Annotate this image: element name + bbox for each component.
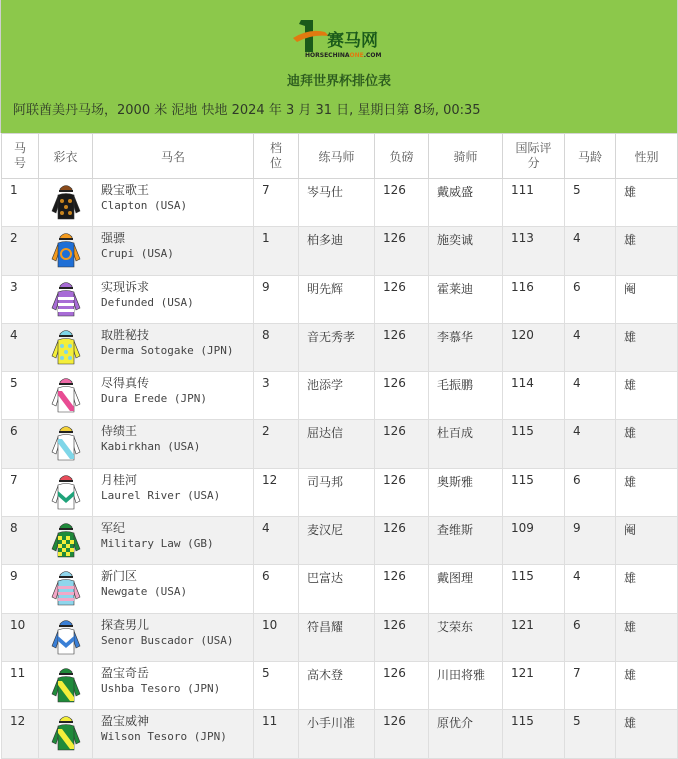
col-header-age[interactable]: 马龄 bbox=[565, 134, 616, 179]
horse-name-en: Defunded (USA) bbox=[101, 295, 194, 309]
cell-silk bbox=[39, 372, 93, 420]
cell-draw: 6 bbox=[254, 565, 299, 613]
cell-rating: 120 bbox=[503, 323, 565, 371]
col-header-draw-b: 位 bbox=[269, 156, 282, 170]
horse-name-cn: 强骠 bbox=[101, 231, 126, 246]
cell-sex: 雄 bbox=[616, 179, 678, 227]
jockey-silk-icon bbox=[50, 229, 82, 269]
horse-name-en: Crupi (USA) bbox=[101, 247, 174, 261]
cell-rating: 113 bbox=[503, 227, 565, 275]
cell-trainer[interactable]: 巴富达 bbox=[299, 565, 375, 613]
cell-age: 6 bbox=[565, 275, 616, 323]
jockey-silk-icon bbox=[50, 278, 82, 318]
cell-weight: 126 bbox=[375, 420, 429, 468]
horse-name-en: Derma Sotogake (JPN) bbox=[101, 343, 234, 357]
cell-age: 4 bbox=[565, 372, 616, 420]
table-row[interactable] bbox=[2, 420, 678, 468]
cell-rating: 116 bbox=[503, 275, 565, 323]
cell-trainer[interactable]: 小手川准 bbox=[299, 710, 375, 758]
cell-trainer[interactable]: 池添学 bbox=[299, 372, 375, 420]
horse-name-cn: 军纪 bbox=[101, 521, 126, 536]
cell-trainer[interactable]: 岑马仕 bbox=[299, 179, 375, 227]
cell-silk bbox=[39, 710, 93, 758]
table-row[interactable] bbox=[2, 323, 678, 371]
cell-age: 6 bbox=[565, 468, 616, 516]
cell-sex: 雄 bbox=[616, 227, 678, 275]
cell-silk bbox=[39, 517, 93, 565]
cell-draw: 8 bbox=[254, 323, 299, 371]
cell-silk bbox=[39, 323, 93, 371]
table-header-row bbox=[2, 134, 678, 179]
cell-rating: 115 bbox=[503, 420, 565, 468]
col-header-rating[interactable] bbox=[503, 134, 565, 179]
cell-sex: 雄 bbox=[616, 613, 678, 661]
cell-jockey[interactable]: 李慕华 bbox=[429, 323, 503, 371]
cell-num: 4 bbox=[2, 323, 39, 371]
cell-jockey[interactable]: 川田将雅 bbox=[429, 661, 503, 709]
cell-sex: 雄 bbox=[616, 710, 678, 758]
cell-jockey[interactable]: 施奕诚 bbox=[429, 227, 503, 275]
cell-silk bbox=[39, 565, 93, 613]
cell-horse-name[interactable] bbox=[93, 710, 254, 758]
jockey-silk-icon bbox=[50, 374, 82, 414]
cell-horse-name[interactable] bbox=[93, 468, 254, 516]
cell-silk bbox=[39, 227, 93, 275]
table-row[interactable] bbox=[2, 468, 678, 516]
cell-jockey[interactable]: 毛振鹏 bbox=[429, 372, 503, 420]
col-header-weight[interactable]: 负磅 bbox=[375, 134, 429, 179]
jockey-silk-icon bbox=[50, 712, 82, 752]
table-row[interactable] bbox=[2, 372, 678, 420]
cell-weight: 126 bbox=[375, 179, 429, 227]
cell-silk bbox=[39, 275, 93, 323]
cell-num: 12 bbox=[2, 710, 39, 758]
col-header-draw-a: 档 bbox=[269, 141, 282, 155]
col-header-rating-b: 分 bbox=[527, 156, 540, 170]
cell-rating: 121 bbox=[503, 613, 565, 661]
cell-trainer[interactable]: 麦汉尼 bbox=[299, 517, 375, 565]
table-row[interactable] bbox=[2, 613, 678, 661]
horse-name-en: Kabirkhan (USA) bbox=[101, 440, 201, 454]
cell-weight: 126 bbox=[375, 517, 429, 565]
cell-draw: 10 bbox=[254, 613, 299, 661]
cell-horse-name[interactable] bbox=[93, 420, 254, 468]
cell-weight: 126 bbox=[375, 227, 429, 275]
cell-jockey[interactable]: 霍莱迪 bbox=[429, 275, 503, 323]
jockey-silk-icon bbox=[50, 471, 82, 511]
logo-domain bbox=[305, 52, 381, 59]
logo-text: 赛马网 bbox=[327, 31, 378, 51]
cell-silk bbox=[39, 468, 93, 516]
cell-num: 5 bbox=[2, 372, 39, 420]
cell-draw: 11 bbox=[254, 710, 299, 758]
cell-num: 8 bbox=[2, 517, 39, 565]
horse-name-en: Newgate (USA) bbox=[101, 585, 188, 599]
cell-rating: 115 bbox=[503, 468, 565, 516]
cell-sex: 雄 bbox=[616, 323, 678, 371]
entries-body bbox=[2, 179, 678, 759]
cell-horse-name[interactable] bbox=[93, 517, 254, 565]
logo-domain-b: ONE bbox=[349, 52, 364, 59]
cell-draw: 4 bbox=[254, 517, 299, 565]
table-row[interactable] bbox=[2, 710, 678, 758]
cell-num: 7 bbox=[2, 468, 39, 516]
horse-name-cn: 殿宝歌王 bbox=[101, 183, 150, 197]
jockey-silk-icon bbox=[50, 616, 82, 656]
cell-sex: 阉 bbox=[616, 517, 678, 565]
cell-rating: 109 bbox=[503, 517, 565, 565]
cell-horse-name[interactable] bbox=[93, 372, 254, 420]
cell-weight: 126 bbox=[375, 372, 429, 420]
logo-domain-a: HORSECHINA bbox=[305, 52, 350, 59]
horse-name-cn: 新门区 bbox=[101, 569, 138, 584]
cell-weight: 126 bbox=[375, 661, 429, 709]
cell-sex: 阉 bbox=[616, 275, 678, 323]
cell-trainer[interactable]: 高木登 bbox=[299, 661, 375, 709]
cell-silk bbox=[39, 420, 93, 468]
cell-trainer[interactable]: 司马邦 bbox=[299, 468, 375, 516]
jockey-silk-icon bbox=[50, 519, 82, 559]
cell-age: 9 bbox=[565, 517, 616, 565]
cell-jockey[interactable]: 戴图理 bbox=[429, 565, 503, 613]
race-info: 阿联酋美丹马场，2000 米 泥地 快地 2024 年 3 月 31 日, 星期日第 8场, 00:35 bbox=[13, 103, 481, 118]
col-header-num[interactable] bbox=[2, 134, 39, 179]
col-header-jockey[interactable]: 骑师 bbox=[429, 134, 503, 179]
cell-rating: 121 bbox=[503, 661, 565, 709]
horse-name-en: Senor Buscador (USA) bbox=[101, 633, 234, 647]
cell-horse-name[interactable] bbox=[93, 565, 254, 613]
cell-num: 9 bbox=[2, 565, 39, 613]
cell-num: 1 bbox=[2, 179, 39, 227]
horse-name-cn: 侍绩王 bbox=[101, 424, 138, 439]
cell-num: 3 bbox=[2, 275, 39, 323]
cell-horse-name[interactable] bbox=[93, 323, 254, 371]
horse-logo-icon bbox=[291, 18, 331, 54]
cell-sex: 雄 bbox=[616, 565, 678, 613]
horse-name-en: Dura Erede (JPN) bbox=[101, 392, 207, 406]
cell-trainer[interactable]: 柏多迪 bbox=[299, 227, 375, 275]
cell-age: 4 bbox=[565, 323, 616, 371]
col-header-draw[interactable] bbox=[254, 134, 299, 179]
cell-age: 6 bbox=[565, 613, 616, 661]
col-header-rating-a: 国际评 bbox=[515, 141, 552, 155]
col-header-name[interactable]: 马名 bbox=[93, 134, 254, 179]
cell-age: 5 bbox=[565, 710, 616, 758]
cell-horse-name[interactable] bbox=[93, 275, 254, 323]
cell-weight: 126 bbox=[375, 275, 429, 323]
cell-horse-name[interactable] bbox=[93, 227, 254, 275]
horse-name-cn: 探查男儿 bbox=[101, 617, 150, 632]
cell-silk bbox=[39, 179, 93, 227]
col-header-num-a: 马 bbox=[13, 141, 26, 155]
cell-weight: 126 bbox=[375, 613, 429, 661]
header-banner bbox=[0, 0, 678, 133]
cell-draw: 3 bbox=[254, 372, 299, 420]
cell-num: 10 bbox=[2, 613, 39, 661]
page-title: 迪拜世界杯排位表 bbox=[286, 74, 391, 89]
cell-trainer[interactable]: 明先辉 bbox=[299, 275, 375, 323]
cell-weight: 126 bbox=[375, 565, 429, 613]
jockey-silk-icon bbox=[50, 181, 82, 221]
cell-num: 2 bbox=[2, 227, 39, 275]
horse-name-cn: 盈宝奇岳 bbox=[101, 665, 150, 680]
cell-age: 5 bbox=[565, 179, 616, 227]
cell-trainer[interactable]: 符昌耀 bbox=[299, 613, 375, 661]
cell-draw: 9 bbox=[254, 275, 299, 323]
cell-weight: 126 bbox=[375, 323, 429, 371]
table-row[interactable] bbox=[2, 179, 678, 227]
horse-name-cn: 月桂河 bbox=[101, 472, 138, 487]
horse-name-en: Clapton (USA) bbox=[101, 199, 188, 212]
cell-age: 4 bbox=[565, 565, 616, 613]
col-header-num-b: 号 bbox=[13, 156, 26, 170]
cell-sex: 雄 bbox=[616, 372, 678, 420]
cell-jockey[interactable]: 戴威盛 bbox=[429, 179, 503, 227]
horse-name-cn: 取胜秘技 bbox=[101, 327, 150, 342]
entries-table bbox=[1, 133, 678, 759]
cell-weight: 126 bbox=[375, 468, 429, 516]
horse-name-cn: 尽得真传 bbox=[101, 376, 150, 391]
horse-name-en: Wilson Tesoro (JPN) bbox=[101, 730, 227, 744]
cell-weight: 126 bbox=[375, 710, 429, 758]
horse-name-en: Ushba Tesoro (JPN) bbox=[101, 681, 221, 695]
horse-name-cn: 实现诉求 bbox=[101, 279, 150, 294]
horse-name-cn: 盈宝威神 bbox=[101, 714, 150, 729]
cell-sex: 雄 bbox=[616, 661, 678, 709]
logo-domain-c: .COM bbox=[363, 52, 382, 59]
cell-jockey[interactable]: 原优介 bbox=[429, 710, 503, 758]
table-row[interactable] bbox=[2, 517, 678, 565]
site-logo[interactable] bbox=[291, 14, 401, 64]
jockey-silk-icon bbox=[50, 422, 82, 462]
cell-sex: 雄 bbox=[616, 420, 678, 468]
cell-silk bbox=[39, 613, 93, 661]
cell-draw: 12 bbox=[254, 468, 299, 516]
cell-age: 4 bbox=[565, 420, 616, 468]
cell-rating: 111 bbox=[503, 179, 565, 227]
cell-jockey[interactable]: 艾荣东 bbox=[429, 613, 503, 661]
horse-name-en: Laurel River (USA) bbox=[101, 488, 221, 502]
cell-rating: 115 bbox=[503, 565, 565, 613]
table-row[interactable] bbox=[2, 661, 678, 709]
cell-draw: 5 bbox=[254, 661, 299, 709]
cell-draw: 7 bbox=[254, 179, 299, 227]
jockey-silk-icon bbox=[50, 326, 82, 366]
cell-trainer[interactable]: 音无秀孝 bbox=[299, 323, 375, 371]
cell-jockey[interactable]: 奥斯雅 bbox=[429, 468, 503, 516]
cell-trainer[interactable]: 屈达信 bbox=[299, 420, 375, 468]
cell-num: 11 bbox=[2, 661, 39, 709]
cell-age: 4 bbox=[565, 227, 616, 275]
jockey-silk-icon bbox=[50, 664, 82, 704]
col-header-trainer[interactable]: 练马师 bbox=[299, 134, 375, 179]
table-row[interactable] bbox=[2, 565, 678, 613]
cell-silk bbox=[39, 661, 93, 709]
cell-age: 7 bbox=[565, 661, 616, 709]
table-row[interactable] bbox=[2, 227, 678, 275]
col-header-silk[interactable]: 彩衣 bbox=[39, 134, 93, 179]
col-header-sex[interactable]: 性别 bbox=[616, 134, 678, 179]
cell-num: 6 bbox=[2, 420, 39, 468]
table-row[interactable] bbox=[2, 275, 678, 323]
cell-draw: 1 bbox=[254, 227, 299, 275]
cell-sex: 雄 bbox=[616, 468, 678, 516]
cell-draw: 2 bbox=[254, 420, 299, 468]
cell-jockey[interactable]: 查维斯 bbox=[429, 517, 503, 565]
horse-name-en: Military Law (GB) bbox=[101, 537, 214, 551]
cell-horse-name[interactable] bbox=[93, 179, 254, 227]
cell-rating: 114 bbox=[503, 372, 565, 420]
cell-rating: 115 bbox=[503, 710, 565, 758]
cell-horse-name[interactable] bbox=[93, 661, 254, 709]
jockey-silk-icon bbox=[50, 567, 82, 607]
cell-horse-name[interactable] bbox=[93, 613, 254, 661]
cell-jockey[interactable]: 杜百成 bbox=[429, 420, 503, 468]
